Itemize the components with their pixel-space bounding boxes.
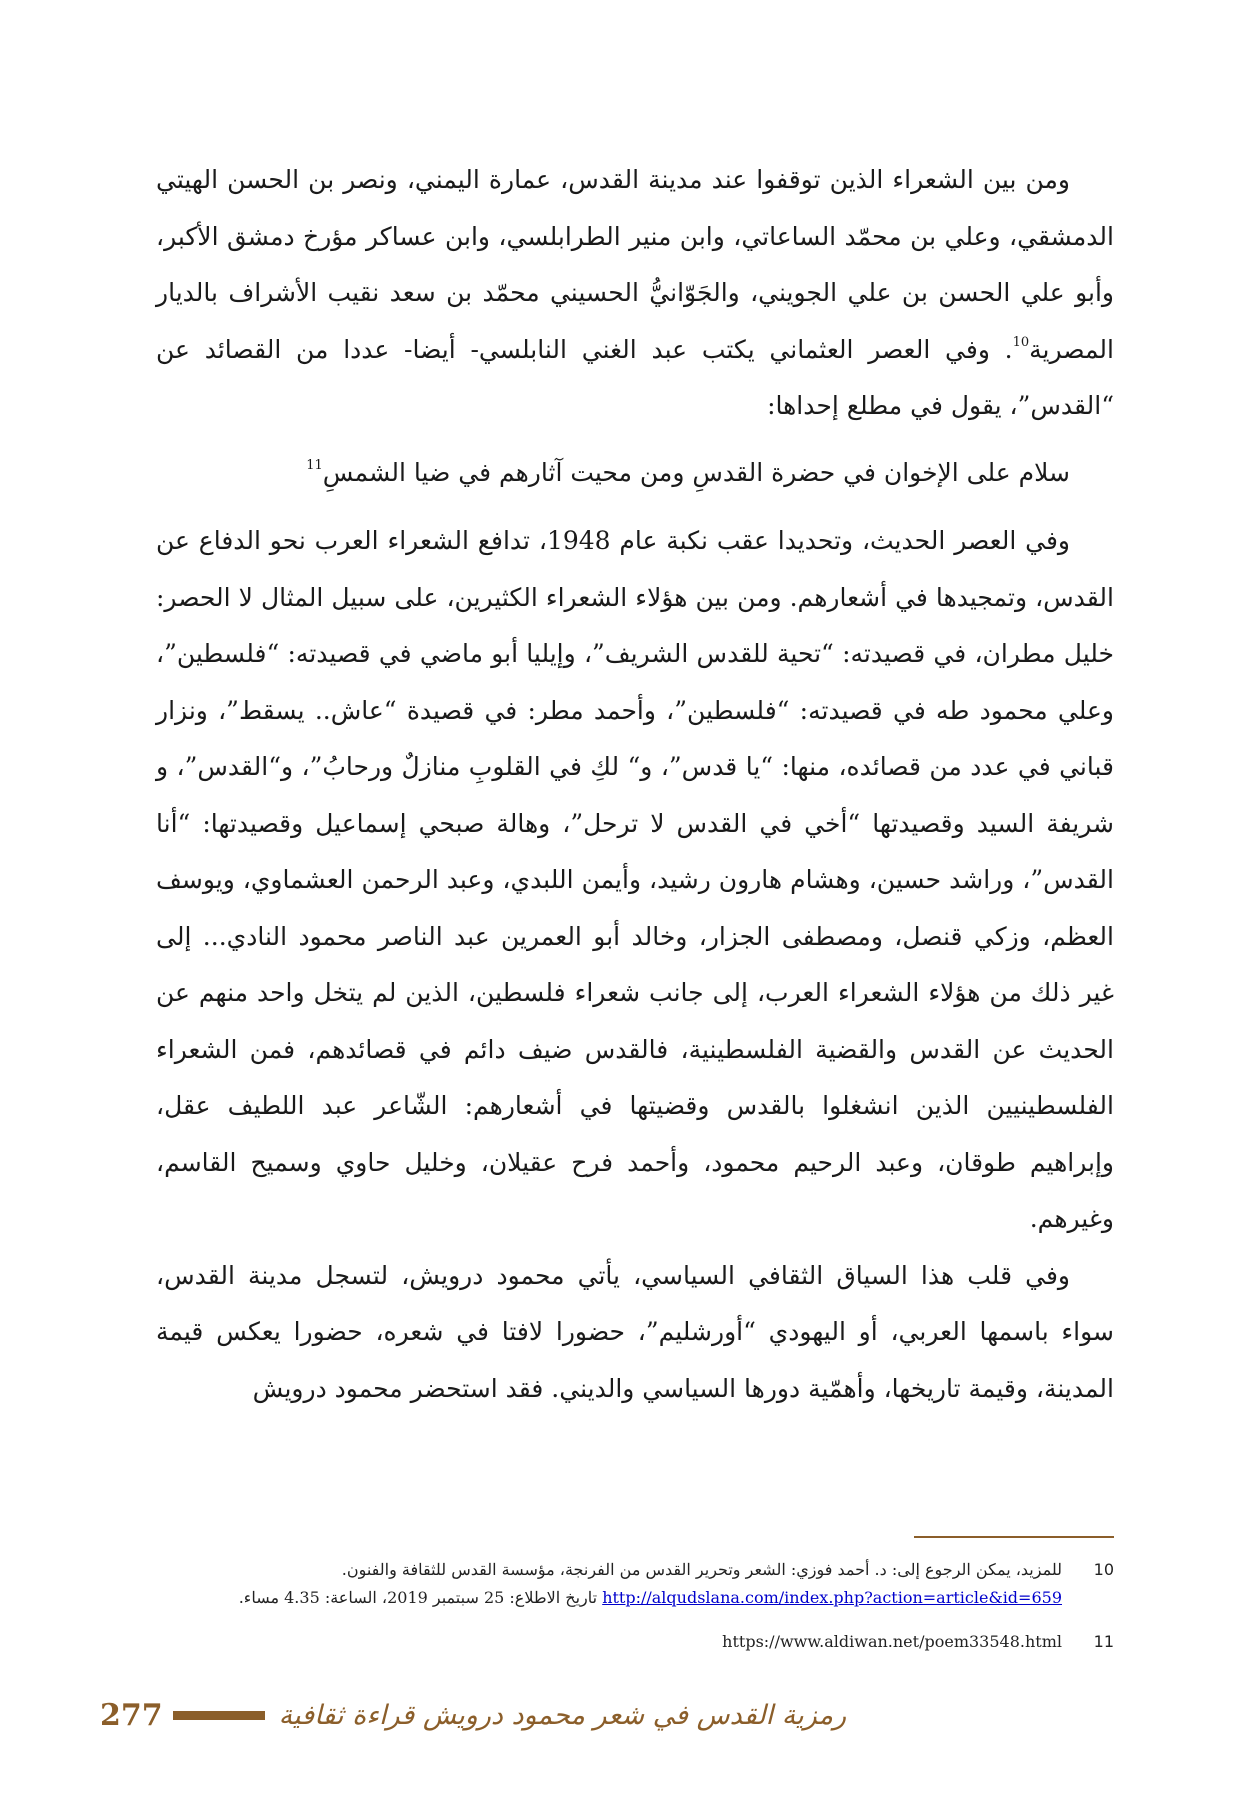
running-title: رمزية القدس في شعر محمود درويش قراءة ثقافية xyxy=(278,1699,847,1731)
page-number: 277 xyxy=(100,1697,163,1733)
footnote-number: 11 xyxy=(1093,1632,1114,1651)
footnote-number: 10 xyxy=(1093,1560,1114,1579)
paragraph-1-text: ومن بين الشعراء الذين توقفوا عند مدينة القدس، عمارة اليمني، ونصر بن الحسن الهيتي الدمشقي، وعلي بن محمّد الساعاتي، وابن منير الطرابلسي، وابن عساكر مؤرخ دمشق الأكبر، وأبو علي الحسن بن علي الجويني، والجَوّانيُّ الحسيني محمّد بن سعد نقيب الأشراف بالديار المصرية xyxy=(156,165,1114,364)
footnote-separator xyxy=(914,1536,1114,1538)
paragraph-1-tail: . وفي العصر العثماني يكتب عبد الغني النابلسي- أيضا- عددا من القصائد عن “القدس”، يقول في مطلع إحداها: xyxy=(156,334,1114,420)
footnote-10 xyxy=(156,1556,1114,1584)
footnote-url[interactable]: https://www.aldiwan.net/poem33548.html xyxy=(722,1632,1062,1651)
footnote-access-date: تاريخ الاطلاع: 25 سبتمبر 2019، الساعة: 4.35 مساء. xyxy=(238,1588,598,1607)
footnote-link[interactable]: http://alqudslana.com/index.php?action=article&id=659 xyxy=(602,1588,1062,1607)
paragraph-3: وفي قلب هذا السياق الثقافي السياسي، يأتي محمود درويش، لتسجل مدينة القدس، سواء باسمها العربي، أو اليهودي “أورشليم”، حضورا لافتا في شعره، حضورا يعكس قيمة المدينة، وقيمة تاريخها، وأهمّية دورها السياسي والديني. فقد استحضر محمود درويش xyxy=(156,1260,1114,1403)
footnote-ref-10[interactable]: 10 xyxy=(1012,334,1030,350)
poem-verse xyxy=(156,445,1114,502)
main-text xyxy=(156,152,1114,1417)
paragraph-1 xyxy=(156,152,1114,435)
paragraph-2: وفي العصر الحديث، وتحديدا عقب نكبة عام 1948، تدافع الشعراء العرب نحو الدفاع عن القدس، وتمجيدها في أشعارهم. ومن بين هؤلاء الشعراء الكثيرين، على سبيل المثال لا الحصر: خليل مطران، في قصيدته: “تحية للقدس الشريف”، وإيليا أبو ماضي في قصيدته: “فلسطين”، وعلي محمود طه في قصيدته: “فلسطين”، وأحمد مطر: في قصيدة “عاش.. يسقط”، ونزار قباني في عدد من قصائده، منها: “يا قدس”، و“ لكِ في القلوبِ منازلٌ ورحابُ”، و“القدس”، و شريفة السيد وقصيدتها “أخي في القدس لا ترحل”، وهالة صبحي إسماعيل وقصيدتها: “أنا القدس”، وراشد حسين، وهشام هارون رشيد، وأيمن اللبدي، وعبد الرحمن العشماوي، ويوسف العظم، وزكي قنصل، ومصطفى الجزار، وخالد أبو العمرين عبد الناصر محمود النادي... إلى غير ذلك من هؤلاء الشعراء العرب، إلى جانب شعراء فلسطين، الذين لم يتخل واحد منهم عن الحديث عن القدس والقضية الفلسطينية، فالقدس ضيف دائم في قصائدهم، فمن الشعراء الفلسطينيين الذين انشغلوا بالقدس وقضيتها في أشعارهم: الشّاعر عبد اللطيف عقل، وإبراهيم طوقان، وعبد الرحيم محمود، وأحمد فرح عقيلان، وخليل حاوي وسميح القاسم، وغيرهم. xyxy=(156,526,1114,1233)
page-footer xyxy=(100,1695,846,1735)
footnote-ref-11[interactable]: 11 xyxy=(306,457,323,473)
footer-divider xyxy=(173,1711,265,1720)
footnote-11 xyxy=(156,1628,1114,1656)
footnote-10-continued xyxy=(156,1584,1114,1612)
footnotes xyxy=(156,1556,1114,1656)
poem-verse-text: سلام على الإخوان في حضرة القدسِ ومن محيت آثارهم في ضيا الشمسِ xyxy=(322,457,1070,487)
footnote-text: للمزيد، يمكن الرجوع إلى: د. أحمد فوزي: الشعر وتحرير القدس من الفرنجة، مؤسسة القدس للثقافة والفنون. xyxy=(341,1560,1062,1579)
